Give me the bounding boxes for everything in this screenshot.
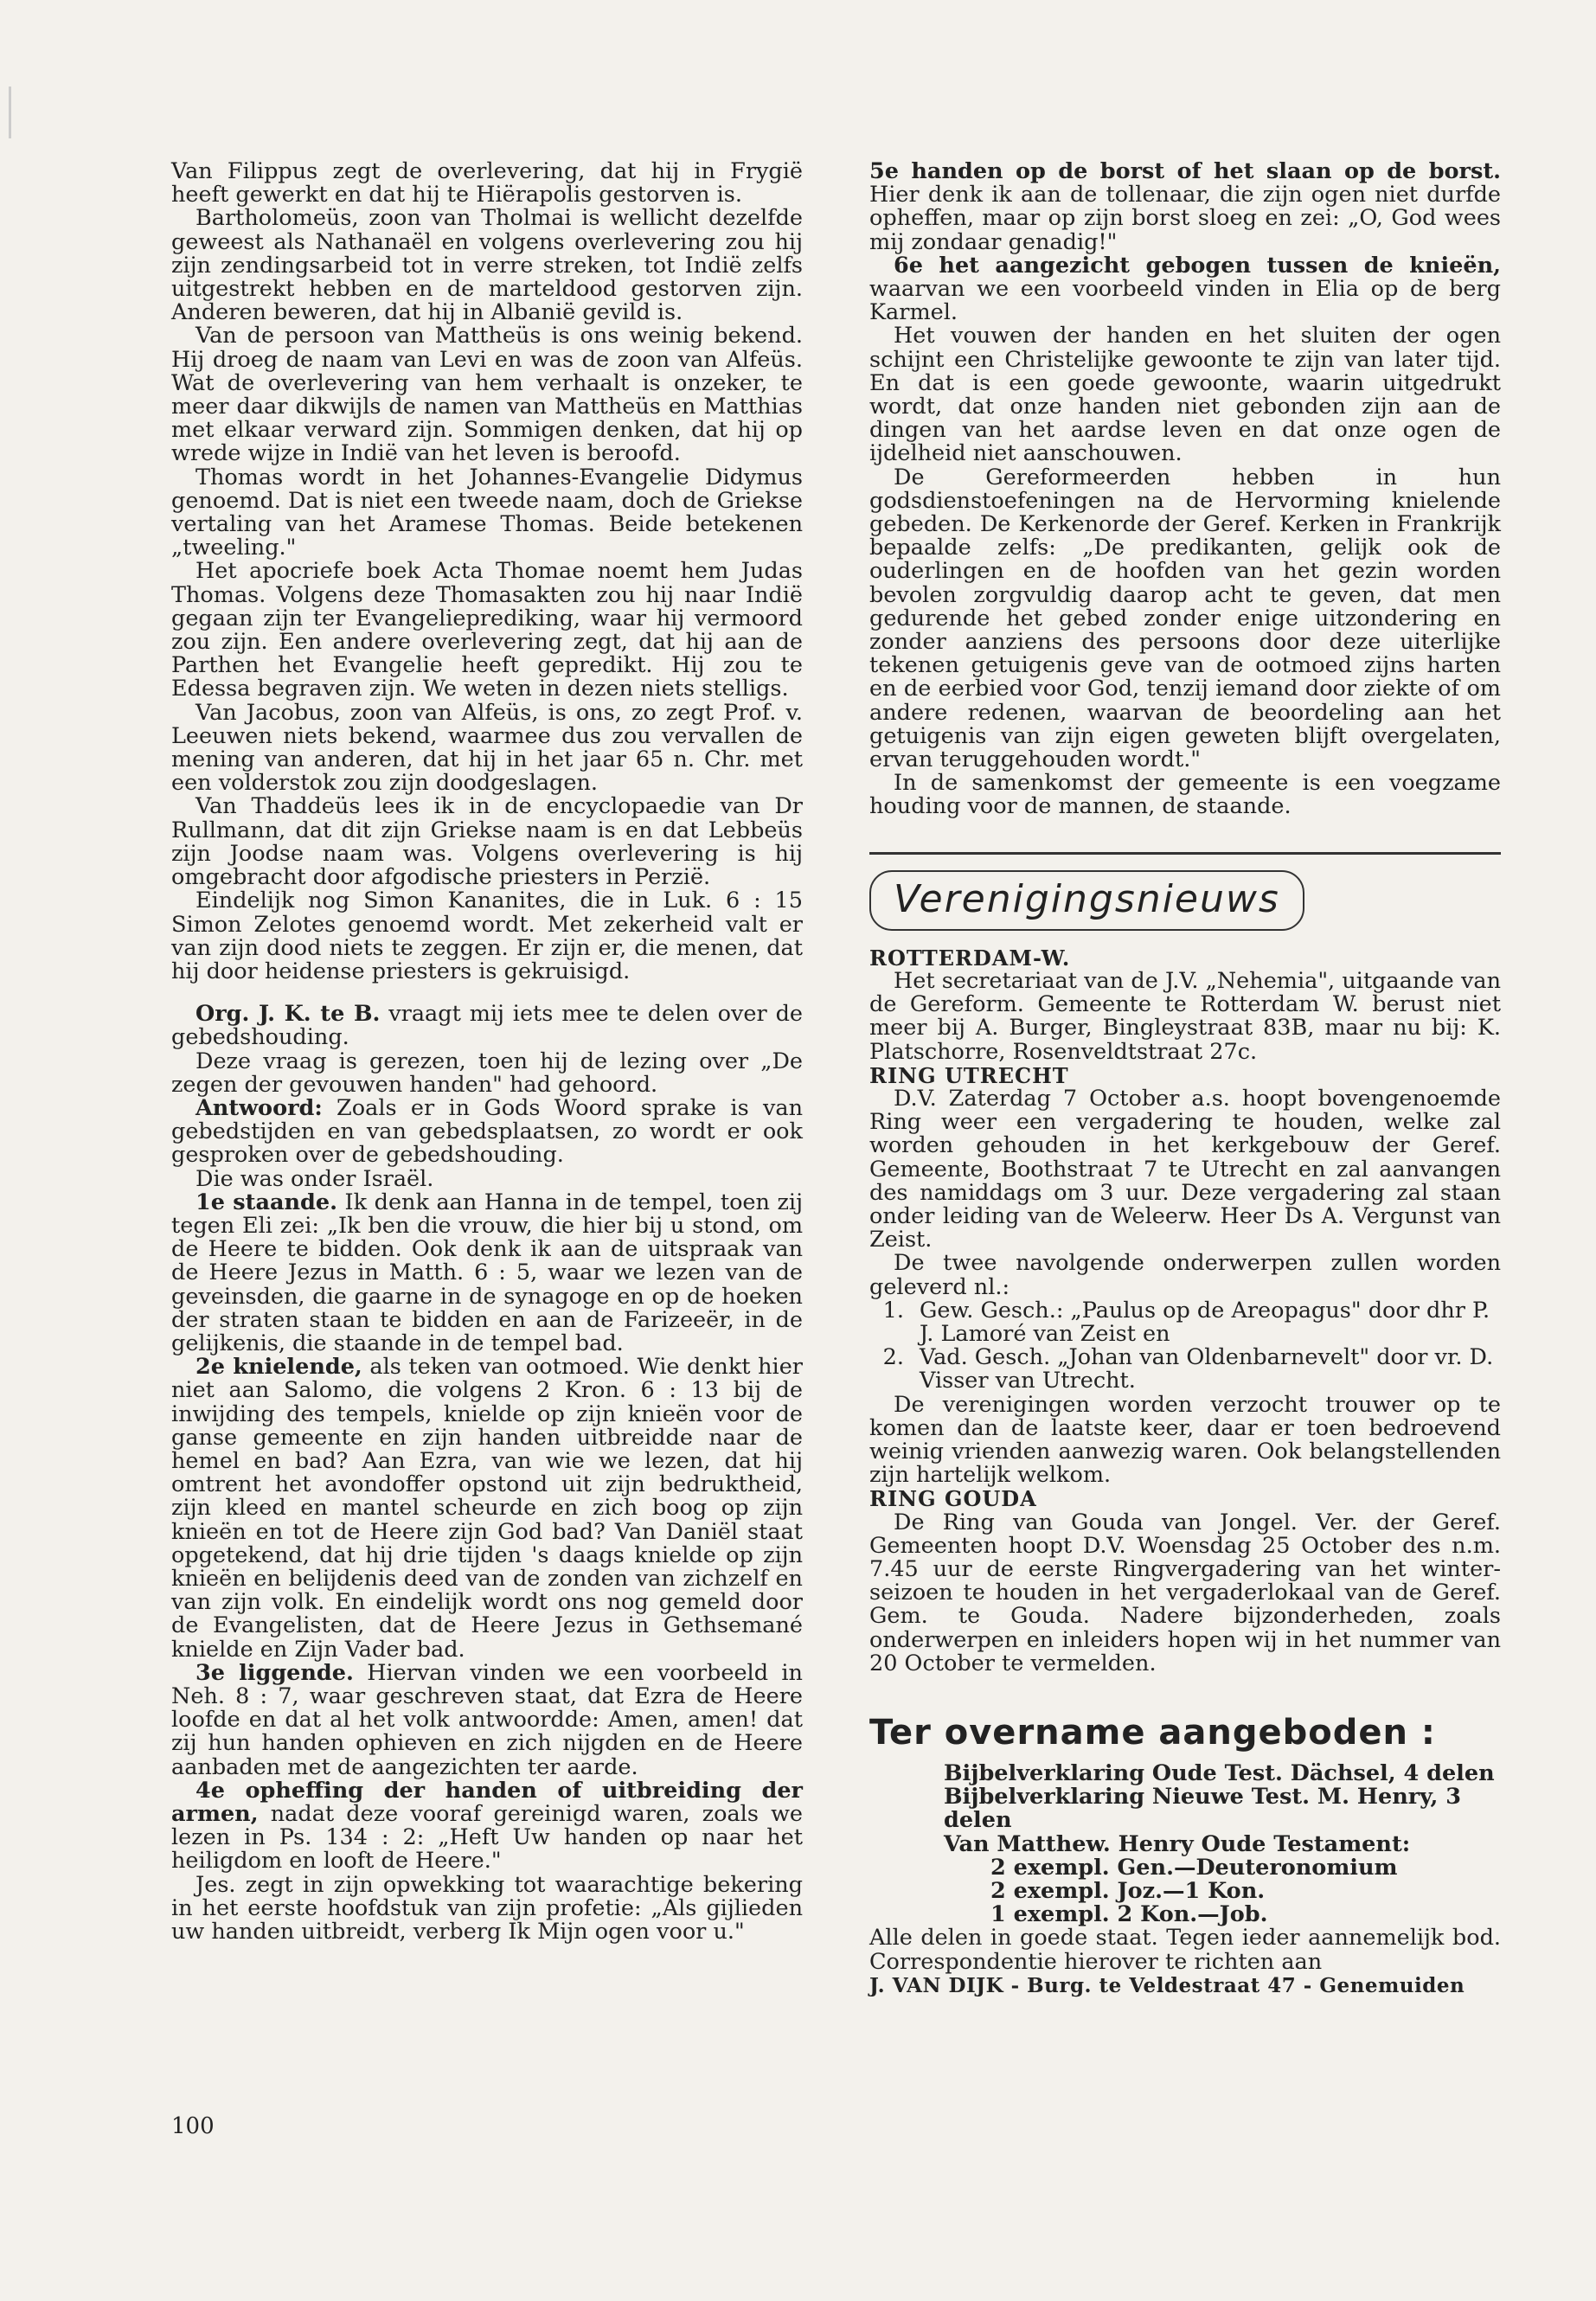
gouda-heading: RING GOUDA [869,1486,1037,1512]
question-paragraph-2: Deze vraag is gerezen, toen hij de lezing over „De zegen der gevouwen handen" had gehoord. [171,1048,803,1098]
utrecht-text-3: De verenigingen worden verzocht trouwer op te komen dan de laatste keer, daar er toen bedroevend weinig vrienden aanwezig waren. Ook belangstellenden zijn hartelijk welkom. [869,1391,1501,1489]
point-4-label: 4e opheffing der handen of uitbreiding der armen, [171,1777,803,1828]
answer-text: Zoals er in Gods Woord sprake is van gebedstijden en van gebedsplaatsen, zo wordt er ook gesproken over de gebedshouding. [171,1094,803,1169]
list-item-text: Vad. Gesch. „Johan van Oldenbarnevelt" door vr. D. Visser van Utrecht. [920,1344,1494,1394]
point-2-text: als teken van ootmoed. Wie denkt hier niet aan Salomo, die volgens 2 Kron. 6 : 13 bij de inwijding des tempels, knielde op zijn knieën voor de ganse gemeente en zijn handen uitbreidde naar de hemel en bad? Aan Ezra, van wie we lezen, dat hij omtrent het avondoffer opstond uit zijn bedruktheid, zijn kleed en mantel scheurde en zich boog op zijn knieën en tot de Heere zijn God bad? Van Daniël staat opgetekend, dat hij drie tijden 's daags knielde op zijn knieën en belijdenis deed van de zonden van zichzelf en van zijn volk. En eindelijk wordt ons nog gemeld door de Evangelisten, dat de Heere Jezus in Gethsemané knielde en Zijn Vader bad. [171,1354,803,1663]
left-column [171,160,803,1944]
point-6 [869,254,1501,325]
ad-line-6: 1 exempl. 2 Kon.—Job. [990,1901,1268,1928]
answer-label: Antwoord: [195,1094,323,1121]
scan-margin-mark [9,87,11,138]
ad-line-2: Bijbelverklaring Nieuwe Test. M. Henry, 3 delen [944,1784,1462,1834]
page-number: 100 [171,2113,215,2139]
utrecht-text: D.V. Zaterdag 7 October a.s. hoopt bovengenoemde Ring weer een vergadering te houden, welke zal worden gehouden in het kerkgebouw der Geref. Gemeente, Boothstraat 7 te Utrecht en zal aanvangen des namiddags om 3 uur. Deze vergadering zal staan onder leiding van de Weleerw. Heer Ds A. Vergunst van Zeist. [869,1085,1501,1253]
closing-2: De Gereformeerden hebben in hun godsdienstoefeningen na de Hervorming knielende gebeden. De Kerkenorde der Geref. Kerken in Frankrijk bepaalde zelfs: „De predikanten, gelijk ook de ouderlingen en de hoofden van het gezin worden bevolen zorgvuldig daarop acht te geven, dat men gedurende het gebed zonder enige uitzondering en zonder aanziens des persoons door deze uiterlijke tekenen getuigenis geve van de ootmoed zijns harten en de eerbied voor God, tenzij iemand door ziekte of om andere redenen, waarvan de beoordeling aan het getuigenis van zijn eigen geweten blijft overgelaten, ervan teruggehouden wordt." [869,464,1501,773]
list-item-text: Gew. Gesch.: „Paulus op de Areopagus" door dhr P. J. Lamoré van Zeist en [920,1297,1490,1347]
closing-1: Het vouwen der handen en het sluiten der ogen schijnt een Christelijke gewoonte te zijn van later tijd. En dat is een goede gewoonte, waarin uitgedrukt wordt, dat onze handen niet gebonden zijn aan de dingen van het aardse leven en dat onze ogen de ijdelheid niet aanschouwen. [869,323,1501,467]
ad-line-5: 2 exempl. Joz.—1 Kon. [990,1878,1266,1904]
point-3-text: Hiervan vinden we een voorbeeld in Neh. 8 : 7, waar geschreven staat, dat Ezra de Heere loofde en dat al het volk antwoordde: Amen, amen! dat zij hun handen ophieven en zich nijgden en de Heere aanbaden met de aangezichten ter aarde. [171,1659,803,1780]
point-jes [171,1871,803,1945]
point-3-label: 3e liggende. [195,1659,354,1686]
advertisement-title: Ter overname aangeboden : [869,1712,1436,1753]
point-4 [171,1779,803,1874]
point-2 [171,1356,803,1662]
point-2-label: 2e knielende, [195,1354,362,1381]
ad-line-3: Van Matthew. Henry Oude Testament: [944,1830,1411,1857]
answer-paragraph-2: Die was onder Israël. [195,1165,434,1192]
paragraph-mattheus: Van de persoon van Mattheüs is ons weinig bekend. Hij droeg de naam van Levi en was de zoon van Alfeüs. Wat de overlevering van hem verhaalt is onzeker, te meer daar dikwijls de namen van Mattheüs en Matthias met elkaar verward zijn. Sommigen denken, dat hij op wrede wijze in Indië van het leven is beroofd. [171,323,803,467]
verenigingsnieuws-banner: Verenigingsnieuws [869,870,1304,931]
answer-paragraph [171,1094,803,1169]
point-6-label: 6e het aangezicht gebogen tussen de knieën, [894,252,1501,279]
list-item [869,1346,1501,1393]
point-1-text: Ik denk aan Hanna in de tempel, toen zij tegen Eli zei: „Ik ben die vrouw, die hier bij u stond, om de Heere te bidden. Ook denk ik aan de uitspraak van de Heere Jezus in Matth. 6 : 5, waar we lezen van de geveinsden, die gaarne in de synagoge en op de hoeken der straten staan te bidden en aan de Farizeeër, in de gelijkenis, die staande in de tempel bad. [171,1189,803,1356]
paragraph-jacobus: Van Jacobus, zoon van Alfeüs, is ons, zo zegt Prof. v. Leeuwen niets bekend, waarmee dus zou vervallen de mening van anderen, dat hij in het jaar 65 n. Chr. met een volderstok zou zijn doodgeslagen. [171,699,803,797]
question-label: Org. J. K. te B. [195,1001,381,1028]
paragraph-bartholomeus: Bartholomeüs, zoon van Tholmai is wellicht dezelfde geweest als Nathanaël en volgens overlevering zou hij zijn zendingsarbeid tot in verre streken, tot Indië zelfs uitgestrekt hebben en de marteldood gestorven zijn. Anderen beweren, dat hij in Albanië gevild is. [171,205,803,326]
rotterdam-text: Het secretariaat van de J.V. „Nehemia", uitgaande van de Gereform. Gemeente te Rotterdam W. berust niet meer bij A. Burger, Bingleystraat 83B, maar nu bij: K. Platschorre, Rosenveldtstraat 27c. [869,967,1501,1065]
ad-address: J. VAN DIJK - Burg. te Veldestraat 47 - Genemuiden [869,1973,1465,1997]
ad-line-1: Bijbelverklaring Oude Test. Dächsel, 4 delen [944,1759,1495,1786]
point-jes-text: Jes. zegt in zijn opwekking tot waarachtige bekering in het eerste hoofdstuk van zijn profetie: „Als gijlieden uw handen uitbreidt, verberg Ik Mijn ogen voor u." [171,1871,803,1945]
list-item-number: 1. [882,1297,904,1324]
question-paragraph [171,1003,803,1049]
gouda-text: De Ring van Gouda van Jongel. Ver. der Geref. Gemeenten hoopt D.V. Woensdag 25 October des n.m. 7.45 uur de eerste Ringvergadering van het winter-seizoen te houden in het vergaderlokaal van de Geref. Gem. te Gouda. Nadere bijzonderheden, zoals onderwerpen en inleiders hopen wij in het nummer van 20 October te vermelden. [869,1509,1501,1676]
point-5 [869,160,1501,254]
paragraph-filippus: Van Filippus zegt de overlevering, dat hij in Frygië heeft gewerkt en dat hij te Hiërapolis gestorven is. [171,158,803,208]
list-item-number: 2. [882,1344,904,1371]
ad-note: Alle delen in goede staat. Tegen ieder aannemelijk bod. Correspondentie hierover te richten aan [869,1925,1501,1975]
paragraph-acta-thomae: Het apocriefe boek Acta Thomae noemt hem Judas Thomas. Volgens deze Thomasakten zou hij naar Indië gegaan zijn ter Evangelieprediking, waar hij vermoord zou zijn. Een andere overlevering zegt, dat hij aan de Parthen het Evangelie heeft gepredikt. Hij zou te Edessa begraven zijn. We weten in dezen niets stelligs. [171,558,803,702]
utrecht-heading: RING UTRECHT [869,1062,1069,1088]
question-text: vraagt mij iets mee te delen over de gebedshouding. [171,1001,803,1051]
point-5-text: Hier denk ik aan de tollenaar, die zijn ogen niet durfde opheffen, maar op zijn borst sloeg en zei: „O, God wees mij zondaar genadig!" [869,182,1501,255]
section-divider [869,852,1501,855]
rotterdam-heading: ROTTERDAM-W. [869,945,1071,971]
utrecht-text-2: De twee navolgende onderwerpen zullen worden geleverd nl.: [869,1250,1501,1300]
point-4-text: nadat deze vooraf gereinigd waren, zoals we lezen in Ps. 134 : 2: „Heft Uw handen op naar het heiligdom en looft de Heere." [171,1801,803,1875]
paragraph-thomas: Thomas wordt in het Johannes-Evangelie Didymus genoemd. Dat is niet een tweede naam, doch de Griekse vertaling van het Aramese Thomas. Beide betekenen „tweeling." [171,464,803,561]
point-1 [171,1191,803,1356]
list-item [869,1299,1501,1346]
point-5-label: 5e handen op de borst of het slaan op de borst. [869,158,1501,184]
utrecht-topics-list [869,1299,1501,1394]
point-6-text: waarvan we een voorbeeld vinden in Elia op de berg Karmel. [869,276,1501,326]
closing-3: In de samenkomst der gemeente is een voegzame houding voor de mannen, de staande. [869,770,1501,820]
ad-line-4: 2 exempl. Gen.—Deuteronomium [990,1854,1398,1881]
point-1-label: 1e staande. [195,1189,337,1215]
right-column [869,160,1501,1997]
paragraph-simon: Eindelijk nog Simon Kananites, die in Luk. 6 : 15 Simon Zelotes genoemd wordt. Met zekerheid valt er van zijn dood niets te zeggen. Er zijn er, die menen, dat hij door heidense priesters is gekruisigd. [171,888,803,984]
point-3 [171,1659,803,1780]
paragraph-thaddeus: Van Thaddeüs lees ik in de encyclopaedie van Dr Rullmann, dat dit zijn Griekse naam is en dat Lebbeüs zijn Joodse naam was. Volgens overlevering is hij omgebracht door afgodische priesters in Perzië. [171,793,803,891]
